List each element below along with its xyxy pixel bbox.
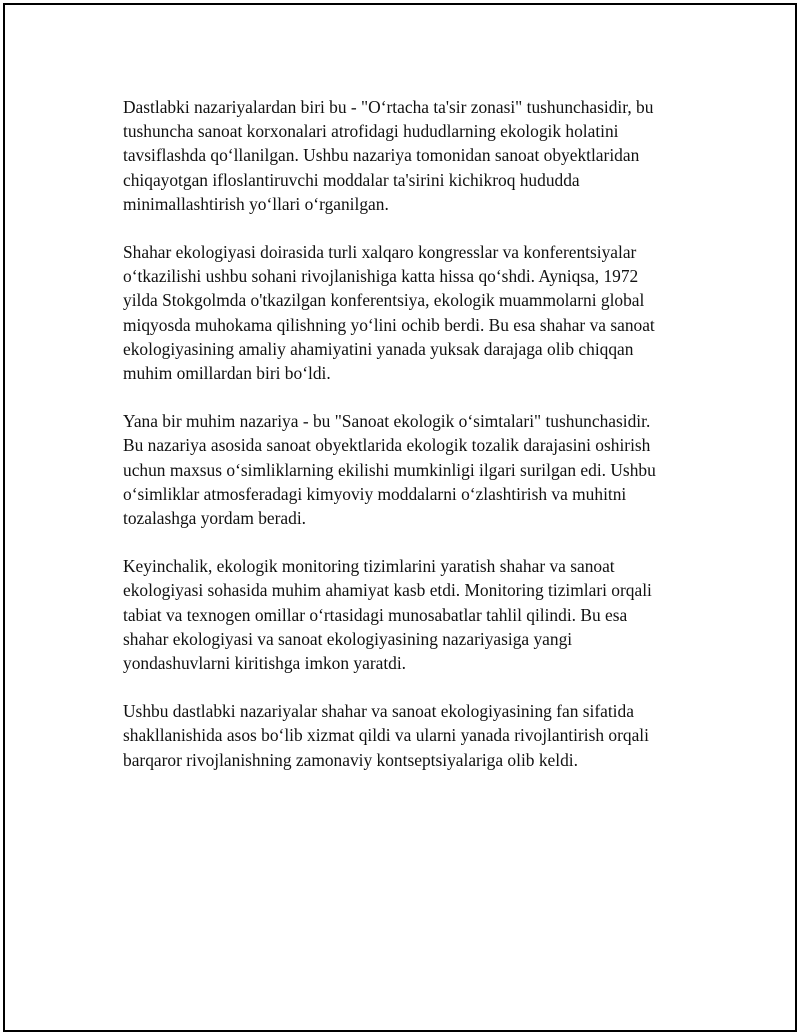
text-line: shakllanishida asos bo‘lib xizmat qildi va ularni yanada rivojlantirish orqali: [123, 725, 649, 746]
text-line: Yana bir muhim nazariya - bu "Sanoat ekologik o‘simtalari" tushunchasidir.: [123, 411, 651, 432]
text-line: uchun maxsus o‘simliklarning ekilishi mumkinligi ilgari surilgan edi. Ushbu: [123, 459, 656, 480]
text-line: miqyosda muhokama qilishning yo‘lini ochib berdi. Bu esa shahar va sanoat: [123, 314, 655, 335]
text-line: tozalashga yordam beradi.: [123, 508, 307, 529]
text-line: Keyinchalik, ekologik monitoring tizimlarini yaratish shahar va sanoat: [123, 556, 615, 577]
text-line: o‘simliklar atmosferadagi kimyoviy moddalarni o‘zlashtirish va muhitni: [123, 483, 627, 504]
text-line: Ushbu dastlabki nazariyalar shahar va sanoat ekologiyasining fan sifatida: [123, 701, 634, 722]
text-line: tushuncha sanoat korxonalari atrofidagi hududlarning ekologik holatini: [123, 121, 619, 142]
text-line: ekologiyasining amaliy ahamiyatini yanada yuksak darajaga olib chiqqan: [123, 338, 634, 359]
text-line: tabiat va texnogen omillar o‘rtasidagi munosabatlar tahlil qilindi. Bu esa: [123, 604, 628, 625]
text-line: chiqayotgan ifloslantiruvchi moddalar ta'sirini kichikroq hududda: [123, 169, 580, 190]
paragraph-1: [123, 95, 703, 216]
paragraph-5: [123, 699, 703, 772]
paragraph-3: [123, 409, 703, 530]
text-line: Dastlabki nazariyalardan biri bu - "O‘rtacha ta'sir zonasi" tushunchasidir, bu: [123, 97, 654, 117]
paragraph-2: [123, 240, 703, 385]
text-line: minimallashtirish yo‘llari o‘rganilgan.: [123, 193, 389, 214]
text-line: barqaror rivojlanishning zamonaviy kontseptsiyalariga olib keldi.: [123, 749, 578, 770]
paragraph-4: [123, 554, 703, 675]
page-frame: [3, 3, 797, 1032]
text-line: Shahar ekologiyasi doirasida turli xalqaro kongresslar va konferentsiyalar: [123, 242, 637, 263]
text-line: shahar ekologiyasi va sanoat ekologiyasining nazariyasiga yangi: [123, 628, 573, 649]
document-body: [123, 95, 703, 796]
text-line: o‘tkazilishi ushbu sohani rivojlanishiga katta hissa qo‘shdi. Ayniqsa, 1972: [123, 266, 639, 287]
text-line: tavsiflashda qo‘llanilgan. Ushbu nazariya tomonidan sanoat obyektlaridan: [123, 145, 640, 166]
text-line: Bu nazariya asosida sanoat obyektlarida ekologik tozalik darajasini oshirish: [123, 435, 651, 456]
text-line: yondashuvlarni kiritishga imkon yaratdi.: [123, 653, 407, 674]
text-line: ekologiyasi sohasida muhim ahamiyat kasb etdi. Monitoring tizimlari orqali: [123, 580, 652, 601]
text-line: yilda Stokgolmda o'tkazilgan konferentsiya, ekologik muammolarni global: [123, 290, 645, 311]
text-line: muhim omillardan biri bo‘ldi.: [123, 363, 331, 384]
